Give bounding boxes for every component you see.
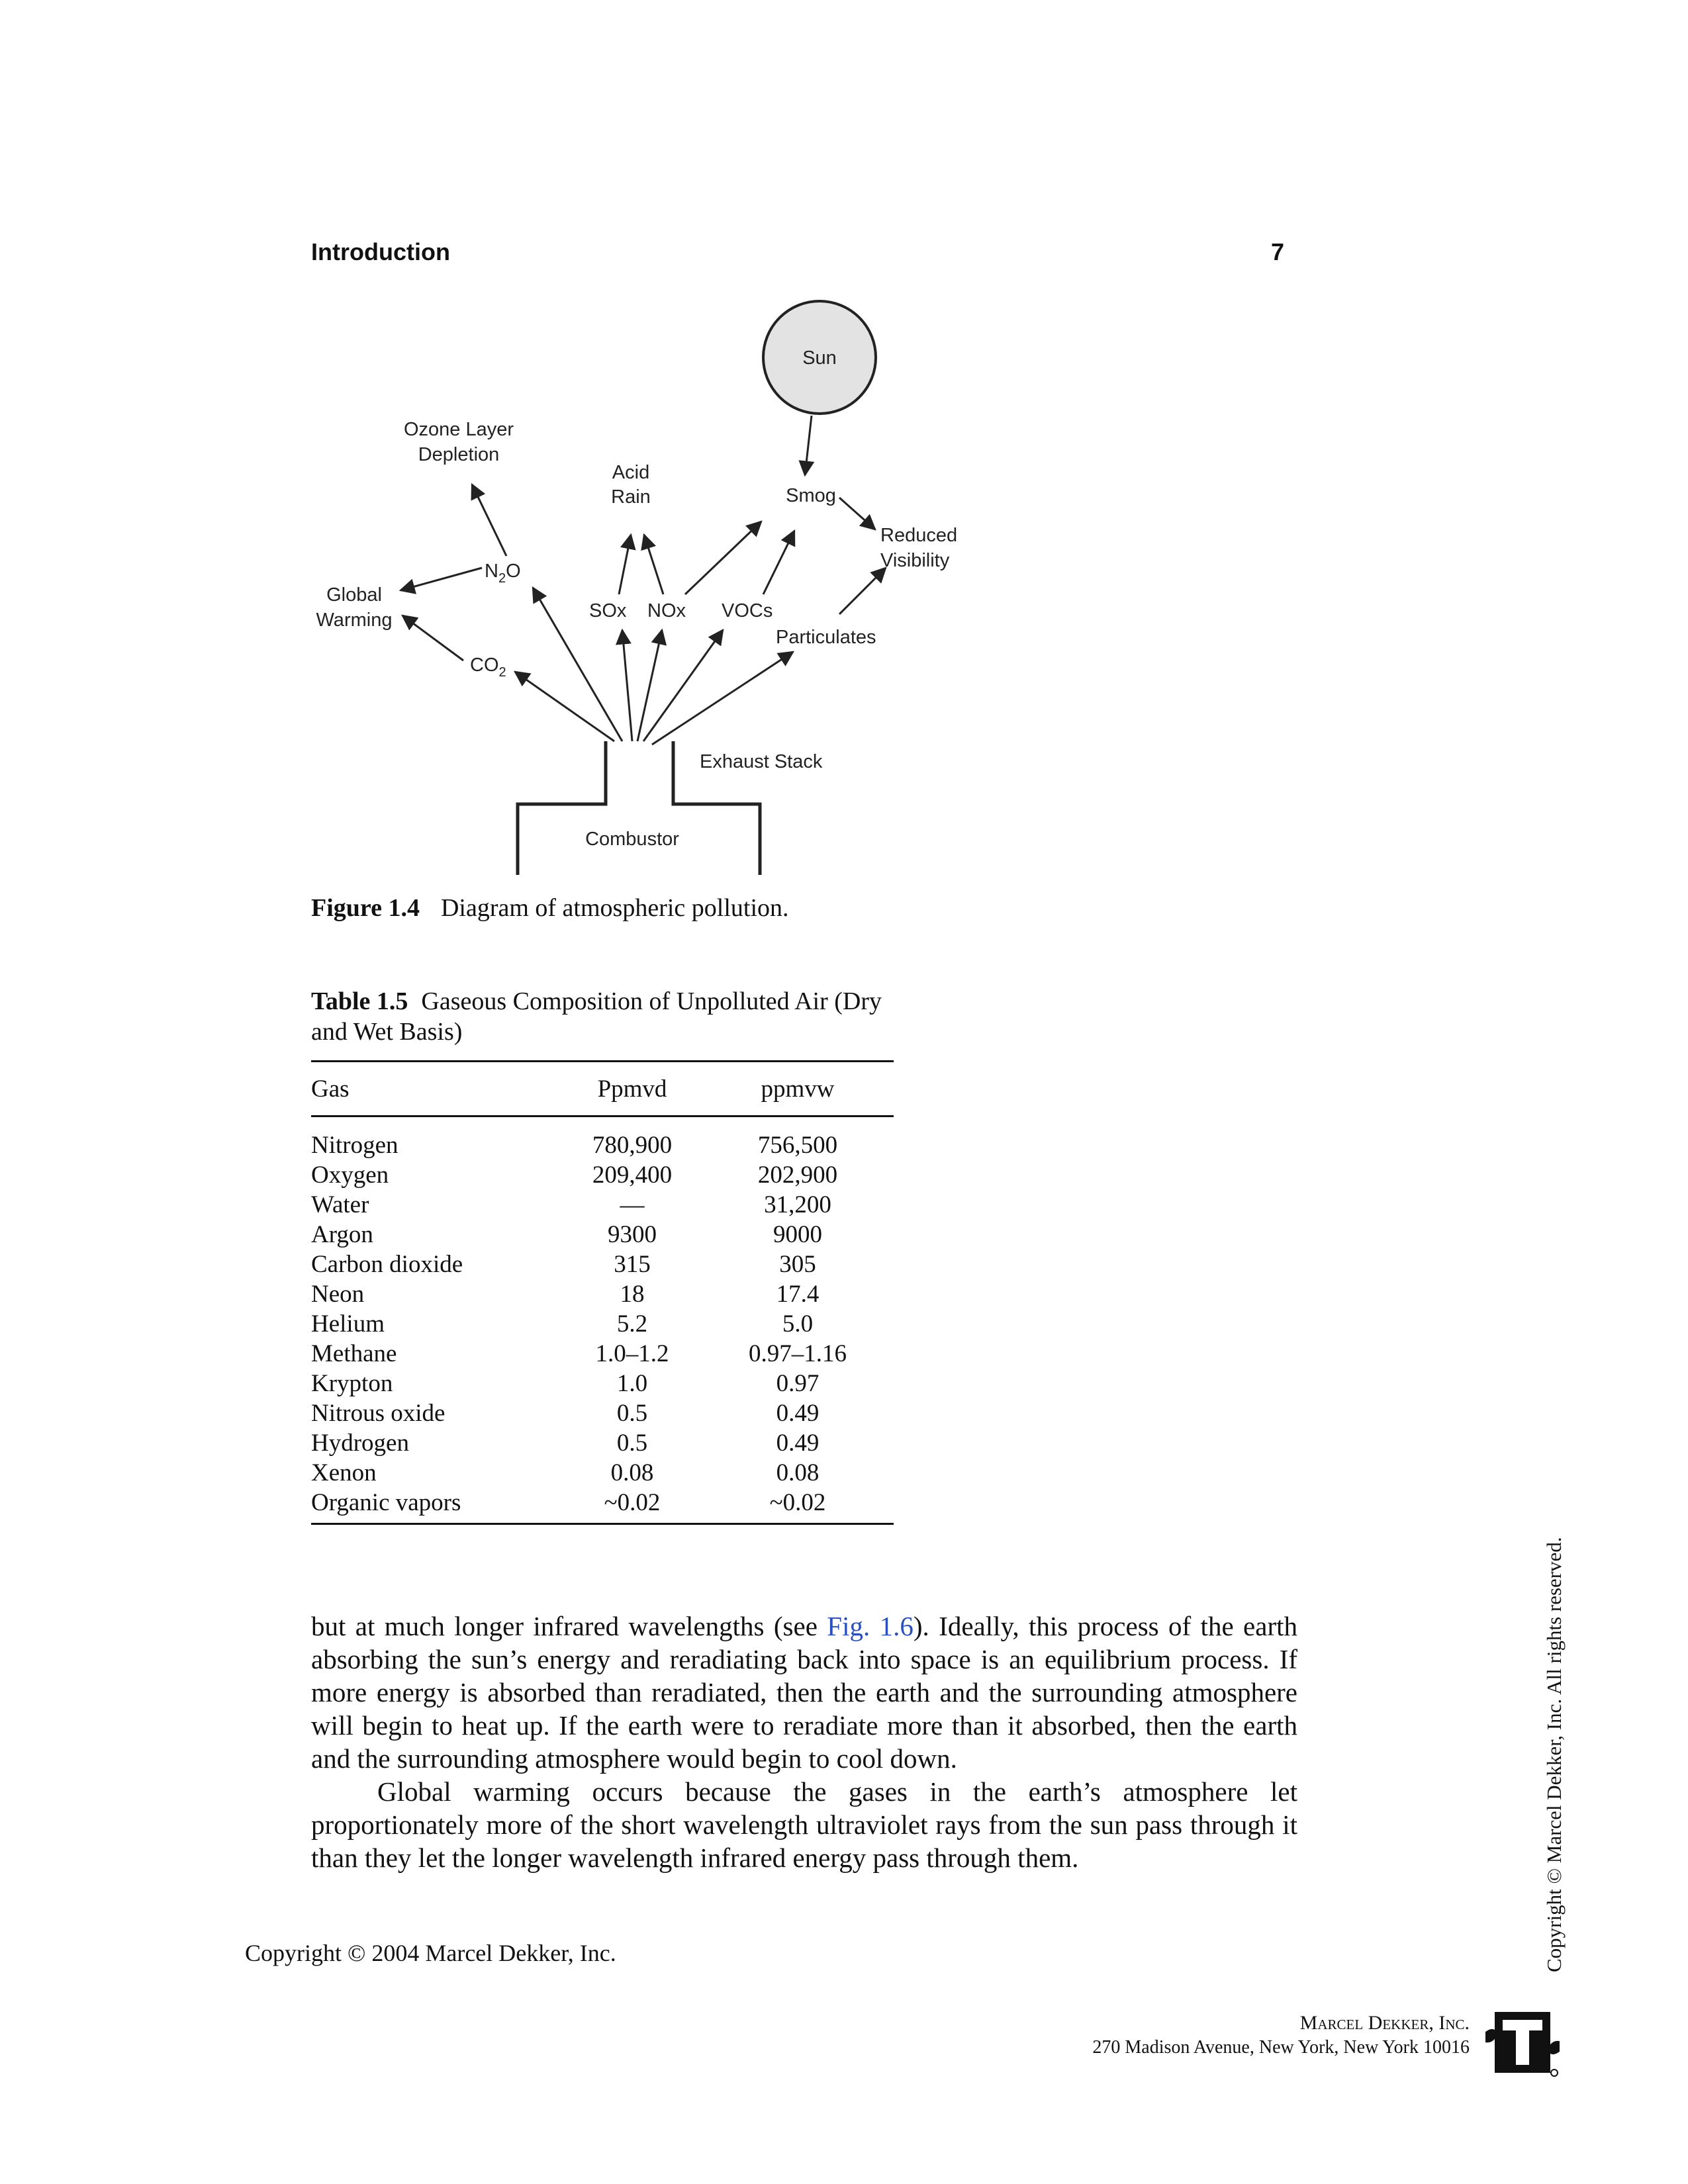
- gas-name: Carbon dioxide: [311, 1251, 463, 1278]
- table-row: [311, 1220, 894, 1250]
- figure-caption: [311, 893, 789, 923]
- reduced-visibility-label: Visibility: [880, 550, 950, 571]
- copyright-vertical: Copyright © Marcel Dekker, Inc. All rights reserved.: [1542, 1537, 1566, 1972]
- ppmvd-value: 0.5: [616, 1430, 648, 1457]
- arrow-sox-to-acid-rain: [619, 535, 631, 594]
- figure-caption-text: Diagram of atmospheric pollution.: [440, 894, 789, 922]
- gas-composition-table: [311, 1060, 894, 1525]
- table-row: [311, 1339, 894, 1369]
- ozone-label: Ozone Layer: [403, 419, 514, 440]
- n2o-label: $N_2O$: [485, 561, 521, 586]
- gas-name: Helium: [311, 1310, 385, 1338]
- gas-name: Xenon: [311, 1459, 377, 1486]
- exhaust-stack-label: Exhaust Stack: [700, 751, 823, 772]
- ppmvd-value: 1.0–1.2: [595, 1340, 669, 1367]
- gas-name: Nitrous oxide: [311, 1400, 445, 1427]
- gas-name: Hydrogen: [311, 1430, 409, 1457]
- gas-name: Nitrogen: [311, 1132, 399, 1159]
- arrow-stack-to-nox: [637, 630, 662, 741]
- global-warming-label: Global: [326, 584, 382, 606]
- ppmvd-value: 0.08: [610, 1459, 654, 1486]
- gas-name: Argon: [311, 1221, 373, 1248]
- ppmvd-value: 5.2: [616, 1310, 648, 1338]
- ppmvw-value: 0.97: [776, 1370, 820, 1397]
- arrow-co2-to-global-warming: [402, 615, 463, 660]
- acid-rain-label: Acid: [612, 462, 650, 483]
- arrow-nox-to-acid-rain: [644, 535, 663, 594]
- particulates-label: Particulates: [776, 627, 876, 648]
- body-text: [311, 1610, 1297, 1874]
- vocs-label: VOCs: [722, 600, 773, 621]
- pollution-diagram: [305, 291, 1046, 887]
- ppmvw-value: 0.49: [776, 1400, 820, 1427]
- figure-caption-label: Figure 1.4: [311, 894, 420, 922]
- ppmvw-value: 17.4: [776, 1281, 820, 1308]
- gas-name: Water: [311, 1191, 369, 1218]
- co2-label: $CO_2$: [470, 655, 506, 680]
- table-row: [311, 1428, 894, 1458]
- running-head: Introduction: [311, 238, 450, 265]
- page-number: 7: [1271, 238, 1285, 265]
- arrow-stack-to-sox: [622, 630, 632, 741]
- arrow-stack-to-co2: [515, 672, 614, 741]
- ppmvw-value: 0.97–1.16: [749, 1340, 847, 1367]
- ppmvd-value: ~0.02: [563, 1488, 702, 1524]
- table-row: [311, 1279, 894, 1309]
- gas-name: Oxygen: [311, 1161, 389, 1189]
- arrow-smog-to-visibility: [839, 498, 875, 529]
- smog-label: Smog: [786, 485, 836, 506]
- table-row: [311, 1190, 894, 1220]
- ppmvd-value: 780,900: [592, 1132, 673, 1159]
- gas-name: Neon: [311, 1281, 365, 1308]
- combustor-left-wall: [518, 741, 606, 875]
- publisher-logo-icon: [1483, 2005, 1562, 2078]
- table-row: [311, 1458, 894, 1488]
- table-row: [311, 1160, 894, 1190]
- ppmvd-value: 18: [620, 1281, 645, 1308]
- column-header-ppmvd: Ppmvd: [597, 1075, 667, 1103]
- acid-rain-label: Rain: [611, 486, 651, 508]
- body-paragraph: but at much longer infrared wavelengths (see Fig. 1.6). Ideally, this process of the earth absorbing the sun’s energy and reradiating back into space is an equilibrium process. If more energy is absorbed than reradiated, then the earth and the surrounding atmosphere will begin to heat up. If the earth were to reradiate more than it absorbed, then the earth and the surrounding atmosphere would begin to cool down.: [311, 1611, 1297, 1774]
- sun-label: Sun: [802, 347, 837, 369]
- gas-name: Methane: [311, 1340, 397, 1367]
- ppmvd-value: 209,400: [592, 1161, 673, 1189]
- table-row: [311, 1398, 894, 1428]
- table-caption-label: Table 1.5: [311, 987, 408, 1015]
- ppmvd-value: —: [620, 1191, 645, 1218]
- arrow-vocs-to-smog: [763, 531, 794, 594]
- publisher-name: Marcel Dekker, Inc.: [1299, 2012, 1470, 2034]
- table-header-row: [311, 1062, 894, 1116]
- table-caption: [311, 986, 894, 1047]
- table-row: [311, 1309, 894, 1339]
- ppmvd-value: 1.0: [616, 1370, 648, 1397]
- arrow-n2o-to-global-warming: [400, 568, 482, 590]
- table-row: [311, 1250, 894, 1279]
- ppmvd-value: 9300: [608, 1221, 657, 1248]
- ppmvw-value: 5.0: [782, 1310, 814, 1338]
- figure-link[interactable]: Fig. 1.6: [827, 1611, 914, 1641]
- column-header-ppmvw: ppmvw: [761, 1075, 835, 1103]
- arrow-particulates-to-visibility: [839, 568, 886, 614]
- ppmvw-value: 305: [779, 1251, 816, 1278]
- table-row: [311, 1488, 894, 1524]
- copyright-notice: Copyright © 2004 Marcel Dekker, Inc.: [245, 1940, 616, 1966]
- table-caption-text: Gaseous Composition of Unpolluted Air (Dry and Wet Basis): [311, 987, 882, 1046]
- column-header-gas: Gas: [311, 1075, 350, 1103]
- ppmvd-value: 0.5: [616, 1400, 648, 1427]
- arrow-sun-to-smog: [805, 416, 812, 475]
- table-row: [311, 1369, 894, 1398]
- nox-label: NOx: [647, 600, 686, 621]
- sox-label: SOx: [589, 600, 627, 621]
- ppmvw-value: 31,200: [764, 1191, 831, 1218]
- ppmvw-value: 756,500: [757, 1132, 838, 1159]
- table-row: [311, 1116, 894, 1161]
- ppmvw-value: 0.08: [776, 1459, 820, 1486]
- ppmvw-value: 0.49: [776, 1430, 820, 1457]
- ozone-label: Depletion: [418, 444, 500, 465]
- body-paragraph: Global warming occurs because the gases in the earth’s atmosphere let proportionately more of the short wavelength ultraviolet rays from the sun pass through it than they let the longer wavelength infrared energy pass through them.: [311, 1776, 1297, 1873]
- ppmvd-value: 315: [614, 1251, 651, 1278]
- arrow-n2o-to-ozone: [472, 484, 506, 556]
- ppmvw-value: ~0.02: [702, 1488, 894, 1524]
- gas-name: Krypton: [311, 1370, 393, 1397]
- global-warming-label: Warming: [316, 610, 393, 631]
- combustor-label: Combustor: [585, 829, 679, 850]
- arrow-nox-to-smog: [685, 522, 761, 594]
- publisher-address: 270 Madison Avenue, New York, New York 10016: [1092, 2037, 1470, 2058]
- ppmvw-value: 202,900: [757, 1161, 838, 1189]
- reduced-visibility-label: Reduced: [880, 525, 958, 546]
- ppmvw-value: 9000: [773, 1221, 822, 1248]
- gas-name: Organic vapors: [311, 1488, 563, 1524]
